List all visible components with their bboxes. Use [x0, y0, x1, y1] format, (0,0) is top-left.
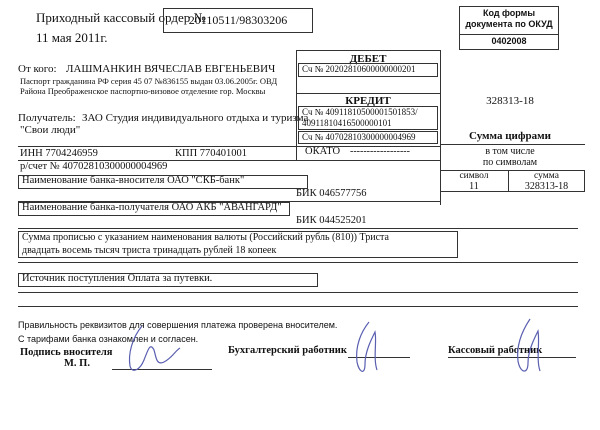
- okud-code: 0402008: [491, 36, 527, 46]
- check-line1: Правильность реквизитов для совершения платежа проверена вносителем.: [18, 320, 338, 330]
- payer-sign-label: Подпись вносителя: [20, 347, 113, 358]
- credit-account1: Сч № 40911810500001501853/: [302, 107, 418, 117]
- debit-title: ДЕБЕТ: [349, 53, 387, 65]
- payer-name: ЛАШМАНКИН ВЯЧЕСЛАВ ЕВГЕНЬЕВИЧ: [66, 63, 276, 75]
- payer-label: От кого:: [18, 63, 57, 75]
- amount-label-line: [440, 144, 585, 145]
- debit-account: Сч № 20202810600000000201: [302, 64, 416, 74]
- passport-line2: Района Преображенское паспортно-визовое отделение гор. Москвы: [20, 86, 266, 96]
- cashier-label: Кассовый работник: [448, 345, 543, 356]
- col-sum-header: сумма: [534, 171, 559, 181]
- sum-value: 328313-18: [524, 181, 569, 192]
- passport-line1: Паспорт гражданина РФ серия 45 07 №836155 выдан 03.06.2005г. ОВД: [20, 76, 278, 86]
- debit-top-line: [296, 50, 440, 51]
- amount-words-line1: Сумма прописью с указанием наименования валюты (Российский рубль (810)) Триста: [22, 232, 389, 243]
- okato-dashes: ------------------: [350, 146, 410, 157]
- amount-words-line: [18, 262, 578, 263]
- symbol-value: 11: [469, 181, 479, 192]
- credit-account2: Сч № 40702810300000004969: [302, 132, 416, 142]
- order-date: 11 мая 2011г.: [36, 30, 108, 45]
- payer-bik: БИК 046577756: [296, 188, 367, 199]
- amount-words-line2: двадцать восемь тысяч триста тринадцать рублей 18 копеек: [22, 245, 277, 256]
- amount-figures-label: Сумма цифрами: [469, 130, 551, 142]
- order-number: 20110511/98303206: [188, 13, 288, 27]
- symbols-label-line1: в том числе: [485, 146, 535, 157]
- amount-value: 328313-18: [486, 95, 534, 107]
- kpp: КПП 770401001: [175, 148, 248, 159]
- source: Источник поступления Оплата за путевки.: [22, 273, 213, 284]
- symbols-label-line2: по символам: [482, 157, 538, 168]
- recipient-bik: БИК 044525201: [296, 215, 367, 226]
- okud-label: Код формы документа по ОКУД: [465, 8, 553, 29]
- recipient-bank-line: [18, 228, 578, 229]
- okud-divider: [459, 34, 559, 35]
- credit-title: КРЕДИТ: [345, 95, 391, 107]
- credit-top-line: [296, 93, 440, 94]
- payer-bank: Наименование банка-вносителя ОАО "СКБ-банк": [22, 175, 245, 186]
- payer-signature: [120, 320, 200, 380]
- accountant-label: Бухгалтерский работник: [228, 345, 347, 356]
- order-title: Приходный кассовый ордер №: [36, 10, 206, 25]
- recipient-name-line2: "Свои люди": [20, 124, 81, 136]
- cashier-signature: [500, 315, 560, 380]
- recipient-label: Получатель:: [18, 112, 76, 124]
- credit-account1b: 40911810416500000101: [302, 118, 392, 128]
- inn: ИНН 7704246959: [20, 148, 98, 159]
- blank-line: [18, 306, 578, 307]
- col-symbol-header: символ: [459, 171, 489, 181]
- source-line: [18, 292, 578, 293]
- accountant-signature: [335, 318, 395, 380]
- recipient-account: р/счет № 40702810300000004969: [20, 161, 168, 172]
- recipient-name-line1: ЗАО Студия индивидуального отдыха и туризма: [82, 112, 309, 124]
- recipient-bank: Наименование банка-получателя ОАО АКБ "АВАНГАРД": [22, 202, 282, 213]
- okato-label: ОКАТО: [305, 146, 341, 157]
- check-line2: С тарифами банка ознакомлен и согласен.: [18, 334, 199, 344]
- stamp-label: М. П.: [64, 358, 90, 369]
